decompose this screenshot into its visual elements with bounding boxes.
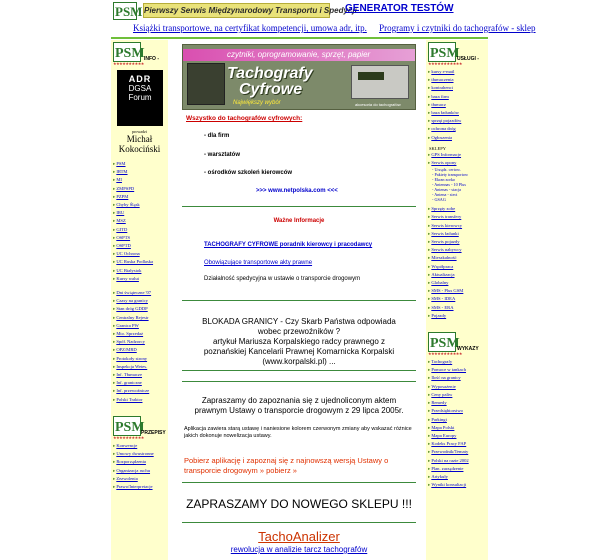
sklepy-links <box>426 151 488 167</box>
psm-logo-small <box>428 42 460 62</box>
bullet-item: - warsztatów <box>204 152 241 158</box>
site-title: Pierwszy Serwis Międzynarodowy Transportu i Spedycji <box>143 3 330 18</box>
books-link[interactable]: Książki transportowe, na certyfikat kompetencji, umowa adr, itp. <box>133 23 367 33</box>
sub-item[interactable]: - Antennas - 10 Plus <box>432 182 466 188</box>
list-item[interactable]: ▸ Mapa Polski <box>428 424 488 432</box>
list-item[interactable]: ▸ Organizacja ruchu <box>113 467 168 475</box>
list-item[interactable]: ▸ Polski Traktor <box>113 396 168 404</box>
divider <box>182 482 416 483</box>
sub-item[interactable]: - Antenas - stacja <box>432 187 461 193</box>
przepisy-header <box>111 414 168 438</box>
list-item[interactable]: ▸ Tachografy <box>428 358 488 366</box>
svg-text:PSM: PSM <box>430 336 460 352</box>
list-item[interactable]: ▸ Mieszkalność <box>428 254 488 262</box>
list-item[interactable]: ▸ Granica PW <box>113 322 168 330</box>
test-generator-link[interactable]: GENERATOR TESTÓW <box>345 3 454 14</box>
sub-item[interactable]: - GSAG <box>432 197 446 203</box>
divider <box>182 206 416 207</box>
sub-item[interactable]: - Ekran zorko <box>432 177 456 183</box>
list-item[interactable]: ▸ Polski na razie 2002 <box>428 457 488 465</box>
list-item[interactable]: ▸ Chyby Śląsk <box>113 201 168 209</box>
tachograph-shop-link[interactable]: Programy i czytniki do tachografów - sklep <box>379 23 536 33</box>
list-item[interactable]: ▸ Inf. Tłumacze <box>113 371 168 379</box>
tachoanalizer-link[interactable]: TachoAnalizer <box>258 529 340 544</box>
list-item[interactable]: ▸ tłumaczenia <box>428 76 488 84</box>
right-sidebar <box>426 40 488 560</box>
list-item[interactable]: ▸ Ilość na granicy <box>428 374 488 382</box>
psm-logo-small <box>428 332 460 352</box>
list-item[interactable]: ▸ Kodeks Pracy FAP <box>428 440 488 448</box>
sub-item[interactable]: - Pakiety transportow <box>432 172 469 178</box>
bullet-item: - ośrodków szkoleń kierowców <box>204 170 293 176</box>
tachograph-device-icon <box>187 63 225 105</box>
card-reader-icon <box>351 65 409 99</box>
svg-text:PSM: PSM <box>430 46 460 61</box>
banner-note: akcesoria do tachografów <box>355 102 401 107</box>
list-item[interactable]: ▸ Rozporządzenia <box>113 458 168 466</box>
list-item[interactable]: ▸ Inf. przewoźnicze <box>113 387 168 395</box>
info-links-2 <box>111 289 168 404</box>
list-item[interactable]: ▸ Serwis ładunki <box>428 230 488 238</box>
list-item[interactable]: ▸ Przewodnik/Tematy <box>428 448 488 456</box>
decor-stars: ★★★★★★★★★★ <box>113 61 144 66</box>
legal-acts-link[interactable]: Obowiązujące transportowe akty prawne <box>204 260 313 266</box>
list-item[interactable]: ▸ ochrona dróg <box>428 125 488 133</box>
svg-text:PSM: PSM <box>115 4 143 19</box>
psm-logo-small <box>113 416 145 436</box>
wykazy-header <box>426 330 488 357</box>
banner-tagline: Największy wybór <box>233 100 281 106</box>
list-item[interactable]: ▸ Dni świąteczne '07 <box>113 289 168 297</box>
wykazy-links <box>426 358 488 489</box>
list-item[interactable]: ▸ SMS - Plus GSM <box>428 287 488 295</box>
services-links <box>426 205 488 320</box>
tachograph-guide-link[interactable]: TACHOGRAFY CYFROWE poradnik kierowcy i pracodawcy <box>204 242 373 248</box>
list-item[interactable]: ▸ Serwis transfery <box>428 213 488 221</box>
decor-stars: ★★★★★★★★★★★ <box>428 351 462 357</box>
list-item[interactable]: ▸ GITD <box>113 226 168 234</box>
list-item[interactable]: ▸ Stan dróg GDDP <box>113 305 168 313</box>
list-item[interactable]: ▸ MSZ <box>113 217 168 225</box>
divider <box>182 522 416 523</box>
header-divider <box>111 37 488 39</box>
important-text: Działalność spedycyjna w ustawie o transporcie drogowym <box>204 276 361 282</box>
list-item[interactable]: ▸ Centralny Rejestr <box>113 314 168 322</box>
list-item[interactable]: ▸ Globalny <box>428 279 488 287</box>
netpolska-link-wrap <box>256 188 338 194</box>
list-item[interactable]: ▸ Mapa Europy <box>428 432 488 440</box>
list-item[interactable]: ▸ Kursy walut <box>113 275 168 283</box>
list-item[interactable]: ▸ Wyniki konsultacji <box>428 481 488 489</box>
tachoanalizer-subtitle[interactable]: rewolucja w analizie tarcz tachografów <box>230 545 368 554</box>
list-item[interactable]: ▸ SMS - ERA <box>428 304 488 312</box>
list-item[interactable]: ▸ IRTM <box>113 168 168 176</box>
shop-invite[interactable]: ZAPRASZAMY DO NOWEGO SKLEPU !!! <box>186 497 412 511</box>
page-header <box>0 0 600 40</box>
list-item[interactable]: ▸ IRU <box>113 209 168 217</box>
list-item[interactable]: ▸ PZPM <box>113 193 168 201</box>
info-label: INFO - <box>144 56 159 62</box>
uslugi-label: USŁUGI - <box>457 56 479 62</box>
divider <box>182 370 416 371</box>
list-item[interactable]: ▸ Spół. Nadzorcy <box>113 338 168 346</box>
psm-logo-small <box>113 42 145 62</box>
divider <box>182 300 416 301</box>
list-item[interactable]: ▸ Parkingi <box>428 416 488 424</box>
list-item[interactable]: ▸ kursy e-mail <box>428 68 488 76</box>
tachograph-banner[interactable] <box>182 44 416 110</box>
bullet-item: - dla firm <box>204 133 230 139</box>
left-sidebar <box>111 40 168 560</box>
list-item[interactable]: ▸ Czasy na granicy <box>113 297 168 305</box>
sklepy-label: SKLEPY <box>429 145 447 151</box>
list-item[interactable]: ▸ OPZ/MRD <box>113 346 168 354</box>
blockade-title[interactable]: BLOKADA GRANICY - Czy Skarb Państwa odpowiada wobec przewoźników ? <box>202 317 396 336</box>
list-item[interactable]: ▸ OSPTD <box>113 242 168 250</box>
blockade-author: artykuł Mariusza Korpalskiego radcy prawnego z poznańskiej Kancelarii Prawnej Komarnicka Korpalski (www.korpalski.pl) ... <box>203 337 395 366</box>
list-item[interactable]: ▸ Aktualizacja <box>428 271 488 279</box>
info-links <box>111 160 168 283</box>
list-item[interactable]: ▸ Wyposażenie <box>428 383 488 391</box>
list-item[interactable]: ▸ Inf. graniczne <box>113 379 168 387</box>
list-item[interactable]: ▸ Serwis kierowcy <box>428 222 488 230</box>
banner-title-2: Cyfrowe <box>239 81 303 98</box>
list-item[interactable]: ▸ Serwis pojazdy <box>428 238 488 246</box>
forum-caption: prowadzi <box>132 129 147 134</box>
list-item[interactable]: ▸ tłumacz <box>428 101 488 109</box>
list-item[interactable]: ▸ Prawo/Interpretacje <box>113 483 168 491</box>
list-item[interactable]: ▸ MI <box>113 176 168 184</box>
act-invite: Zapraszamy do zapoznania się z ujednoliconym aktem prawnym Ustawy o transporcie drogowym z 29 lipca 2005r. <box>194 396 404 415</box>
list-item[interactable]: ▸ SMS - IDEA <box>428 295 488 303</box>
list-item[interactable]: ▸ Sprzęty zobe <box>428 205 488 213</box>
wykazy-label: WYKAZY <box>457 346 479 353</box>
svg-text:PSM: PSM <box>115 46 145 61</box>
netpolska-link[interactable]: >>> www.netpolska.com <<< <box>256 188 338 194</box>
sub-item[interactable]: - Urządz. certow. <box>432 167 461 173</box>
list-item[interactable]: ▸ Plan. zarządzenie <box>428 465 488 473</box>
list-item[interactable]: ▸ UC Ruska Podlaska <box>113 258 168 266</box>
psm-logo[interactable] <box>113 2 143 20</box>
decor-stars: ★★★★★★★★★★★ <box>428 61 462 66</box>
list-item[interactable]: ▸ Serwis nabywcy <box>428 246 488 254</box>
svg-text:PSM: PSM <box>115 419 145 435</box>
banner-top-text: czytniki, oprogramowanie, sprzęt, papier <box>227 50 371 59</box>
list-item[interactable]: ▸ UC Ochrona <box>113 250 168 258</box>
list-item[interactable]: ▸ UC Białystok <box>113 267 168 275</box>
list-item[interactable]: ▸ Protokoły strony <box>113 355 168 363</box>
act-note: Aplikacja zawiera starą ustawę i naniesione kolorem czerwonym zmiany aby wskazać różnice jakich dokonuje nowelizacja ustawy. <box>184 426 412 439</box>
forum-person: Michał Kokociński <box>118 134 161 154</box>
list-item[interactable]: ▸ Przedsiębiorstwo <box>428 407 488 415</box>
list-item[interactable]: ▸ Serwis opony <box>428 159 488 167</box>
uslugi-links <box>426 68 488 142</box>
list-item[interactable]: ▸ PSM <box>113 160 168 168</box>
list-item[interactable]: ▸ Inspekcja Wetes. <box>113 363 168 371</box>
list-item[interactable]: ▸ sprzęt pojazdów <box>428 117 488 125</box>
list-item[interactable]: ▸ baza ładunków <box>428 109 488 117</box>
list-item[interactable]: ▸ Konwencje <box>113 442 168 450</box>
list-item[interactable]: ▸ Zezwolenia <box>113 475 168 483</box>
sub-item[interactable]: - Antena - sieci <box>432 192 458 198</box>
list-item[interactable]: ▸ GPS Informacje <box>428 151 488 159</box>
banner-title-1: Tachografy <box>227 65 313 82</box>
list-item[interactable]: ▸ Pojazdy <box>428 312 488 320</box>
list-item[interactable]: ▸ kontrahenci <box>428 84 488 92</box>
adr-forum-banner[interactable]: ADR DGSA Forum <box>117 70 163 126</box>
list-item[interactable]: ▸ ZMPSPD <box>113 185 168 193</box>
list-item[interactable]: ▸ baza firm <box>428 93 488 101</box>
decor-stars: ★★★★★★★★★★ <box>113 434 144 440</box>
list-item[interactable]: ▸ Współpraca <box>428 263 488 271</box>
list-item[interactable]: ▸ Mto. Sprzedaż <box>113 330 168 338</box>
list-item[interactable]: ▸ Umowy dwustronne <box>113 450 168 458</box>
list-item[interactable]: ▸ Remedy <box>428 399 488 407</box>
list-item[interactable]: ▸ Ceny paliw <box>428 391 488 399</box>
list-item[interactable]: ▸ Ogłoszenia <box>428 134 488 142</box>
header-links <box>133 23 546 33</box>
przepisy-links <box>111 442 168 491</box>
list-item[interactable]: ▸ Artykuły <box>428 473 488 481</box>
divider <box>182 381 416 382</box>
list-item[interactable]: ▸ Pomoce w tankach <box>428 366 488 374</box>
list-item[interactable]: ▸ OSPTS <box>113 234 168 242</box>
tachograph-link[interactable]: Wszystko do tachografów cyfrowych: <box>186 115 303 122</box>
download-act-link[interactable]: Pobierz aplikację i zapoznaj się z najnowszą wersją Ustawy o transporcie drogowym » pobierz » <box>184 456 389 475</box>
przepisy-label: PRZEPISY <box>141 429 166 436</box>
important-heading: Ważne Informacje <box>273 218 325 224</box>
